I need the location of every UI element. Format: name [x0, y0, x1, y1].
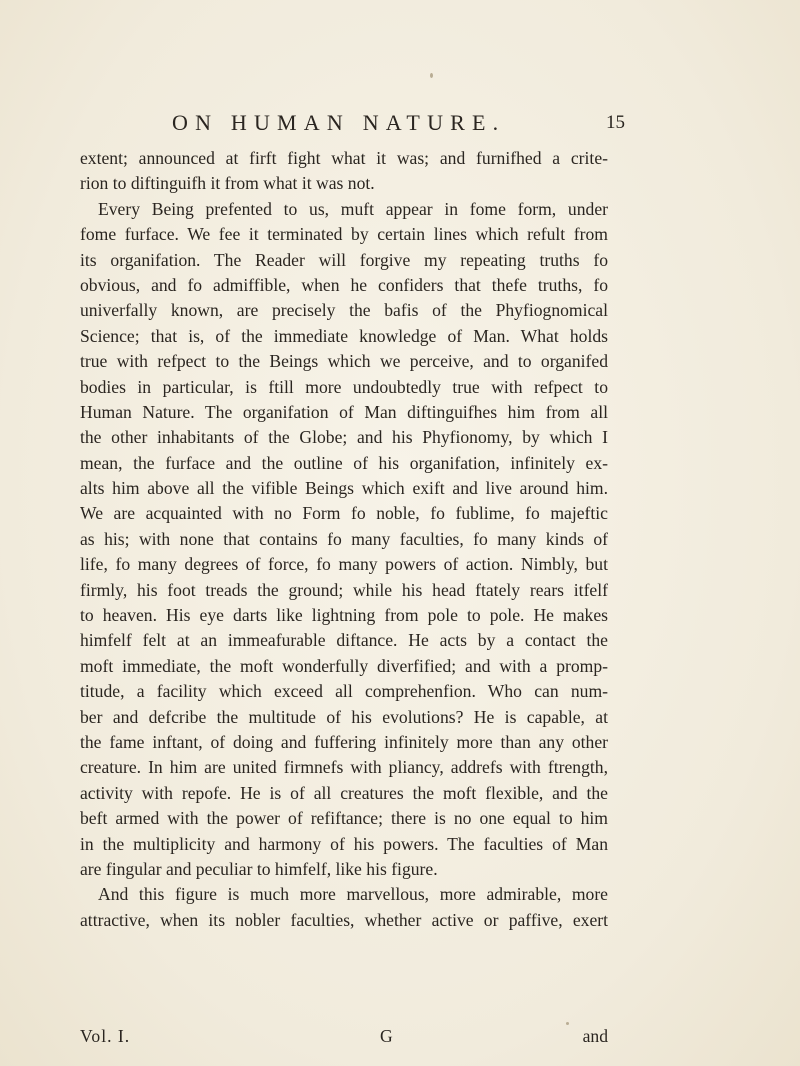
text-line: extent; announced at firft fight what it was; and furnifhed a crite- — [80, 148, 608, 168]
text-line: in the multiplicity and harmony of his powers. The faculties of Man — [80, 833, 608, 854]
text-line: firmly, his foot treads the ground; while his head ftately rears itfelf — [80, 579, 608, 600]
text-line: Science; that is, of the immediate knowledge of Man. What holds — [80, 325, 608, 346]
running-title: ON HUMAN NATURE. — [172, 110, 506, 135]
text-line: the other inhabitants of the Globe; and his Phyfionomy, by which I — [80, 427, 608, 448]
text-line: Every Being prefented to us, muft appear in fome form, under — [98, 198, 608, 219]
signature-mark: G — [380, 1026, 393, 1046]
text-line: titude, a facility which exceed all comprehenfion. Who can num- — [80, 681, 608, 702]
text-line: its organifation. The Reader will forgive my repeating truths fo — [80, 249, 608, 270]
text-line: moft immediate, the moft wonderfully diverfified; and with a promp- — [80, 655, 608, 676]
text-line: rion to diftinguifh it from what it was not. — [80, 173, 375, 194]
page-footer — [80, 1026, 608, 1052]
volume-label: Vol. I. — [80, 1026, 131, 1046]
text-line: And this figure is much more marvellous, more admirable, more — [98, 884, 608, 905]
text-line: bodies in particular, is ftill more undoubtedly true with refpect to — [80, 376, 608, 397]
text-line: the fame inftant, of doing and fuffering infinitely more than any other — [80, 731, 608, 752]
text-line: alts him above all the vifible Beings which exift and live around him. — [80, 478, 608, 499]
page-number: 15 — [606, 112, 625, 133]
text-line: himfelf felt at an immeafurable diftance. He acts by a contact the — [80, 630, 608, 651]
paper-speck — [430, 73, 433, 78]
text-line: life, fo many degrees of force, fo many powers of action. Nimbly, but — [80, 554, 608, 575]
text-line: Human Nature. The organifation of Man diftinguifhes him from all — [80, 401, 608, 422]
text-line: We are acquainted with no Form fo noble, fo fublime, fo majeftic — [80, 503, 608, 524]
text-line: activity with repofe. He is of all creatures the moft flexible, and the — [80, 782, 608, 803]
text-line: are fingular and peculiar to himfelf, like his figure. — [80, 858, 438, 879]
catchword: and — [582, 1026, 608, 1046]
text-line: as his; with none that contains fo many faculties, fo many kinds of — [80, 528, 608, 549]
text-line: ber and defcribe the multitude of his evolutions? He is capable, at — [80, 706, 608, 727]
text-line: mean, the furface and the outline of his organifation, infinitely ex- — [80, 452, 608, 473]
text-line: creature. In him are united firmnefs with pliancy, addrefs with ftrength, — [80, 757, 608, 778]
body-text — [80, 146, 608, 933]
text-line: attractive, when its nobler faculties, whether active or paffive, exert — [80, 909, 608, 930]
paper-speck — [566, 1022, 569, 1025]
text-line: obvious, and fo admiffible, when he confiders that thefe truths, fo — [80, 274, 608, 295]
text-line: beft armed with the power of refiftance; there is no one equal to him — [80, 808, 608, 829]
text-line: fome furface. We fee it terminated by certain lines which refult from — [80, 224, 608, 245]
text-line: univerfally known, are precisely the bafis of the Phyfiognomical — [80, 300, 608, 321]
text-line: to heaven. His eye darts like lightning from pole to pole. He makes — [80, 605, 608, 626]
text-line: true with refpect to the Beings which we perceive, and to organifed — [80, 351, 608, 372]
